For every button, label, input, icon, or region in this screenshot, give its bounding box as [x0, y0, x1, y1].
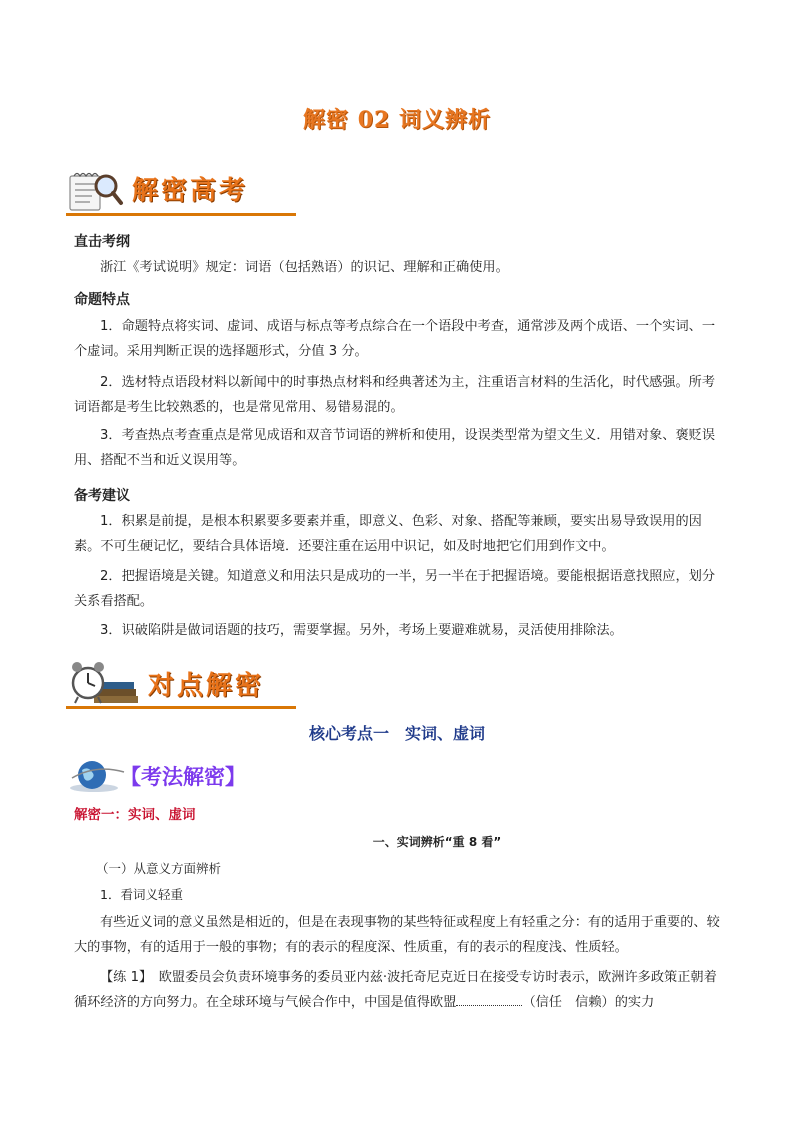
banner-label: 解密高考 — [132, 176, 249, 206]
notepad-magnifier-icon — [66, 166, 124, 216]
document-title: 解密 02 词义辨析 — [303, 107, 491, 133]
paragraph: 2．把握语境是关键。知道意义和用法只是成功的一半，另一半在于把握语境。要能根据语意找照应，划分关系看搭配。 — [74, 569, 716, 609]
banner-underline — [66, 706, 296, 709]
banner-underline — [66, 213, 296, 216]
paragraph: 3．识破陷阱是做词语题的技巧，需要掌握。另外，考场上要避难就易，灵活使用排除法。 — [100, 623, 623, 638]
paragraph: 浙江《考试说明》规定：词语（包括熟语）的识记、理解和正确使用。 — [100, 260, 509, 275]
answer-blank[interactable] — [456, 993, 522, 1006]
banner-duidian-jiemi — [66, 657, 296, 709]
paragraph: 有些近义词的意义虽然是相近的，但是在表现事物的某些特征或程度上有轻重之分：有的适用于重要的、较大的事物，有的适用于一般的事物；有的表示的程度深、性质重，有的表示的程度浅、性质轻。 — [74, 915, 720, 955]
exercise-1 — [74, 965, 726, 1015]
banner-label: 对点解密 — [148, 671, 265, 701]
jiemi-yi-heading: 解密一：实词、虚词 — [74, 807, 196, 823]
paragraph: 1．命题特点将实词、虚词、成语与标点等考点综合在一个语段中考查，通常涉及两个成语、一个实词、一个虚词。采用判断正误的选择题形式，分值 3 分。 — [74, 319, 716, 359]
exercise-text-tail: （信任 信赖）的实力 — [522, 995, 655, 1010]
subheading-ci-yi-qingzhong: 1．看词义轻重 — [100, 887, 183, 902]
heading-mingti-tedian: 命题特点 — [74, 292, 130, 308]
exercise-text: 欧盟委员会负责环境事务的委员亚内兹·波托奇尼克近日在接受专访时表示，欧洲许多政策正朝着循环经济的方向努力。在全球环境与气候合作中，中国是值得欧盟 — [74, 970, 717, 1010]
paragraph: 2．选材特点语段材料以新闻中的时事热点材料和经典著述为主，注重语言材料的生活化，时代感强。所考词语都是考生比较熟悉的，也是常见常用、易错易混的。 — [74, 375, 716, 415]
subheading-yiyi: （一）从意义方面辨析 — [96, 861, 222, 876]
alarm-clock-books-icon — [66, 657, 142, 709]
subsection-title: 一、实词辨析“重 8 看” — [372, 835, 502, 849]
exercise-label: 【练 1】 — [100, 970, 146, 985]
core-topic-title: 核心考点一 实词、虚词 — [308, 724, 485, 743]
banner-kaofa-jiemi — [68, 758, 288, 794]
paragraph: 1．积累是前提，是根本积累要多要素并重，即意义、色彩、对象、搭配等兼顾，要实出易导致误用的因素。不可生硬记忆，要结合具体语境．还要注重在运用中识记，如及时地把它们用到作文中。 — [74, 514, 702, 554]
banner-label: 【考法解密】 — [120, 764, 246, 789]
heading-zhiji-kaogang: 直击考纲 — [74, 234, 130, 250]
globe-icon — [68, 758, 128, 794]
paragraph: 3．考查热点考查重点是常见成语和双音节词语的辨析和使用，设误类型常为望文生义．用错对象、褒贬误用、搭配不当和近义误用等。 — [74, 428, 716, 468]
heading-beikao-jianyi: 备考建议 — [74, 488, 130, 504]
banner-jiemi-gaokao — [66, 166, 296, 216]
